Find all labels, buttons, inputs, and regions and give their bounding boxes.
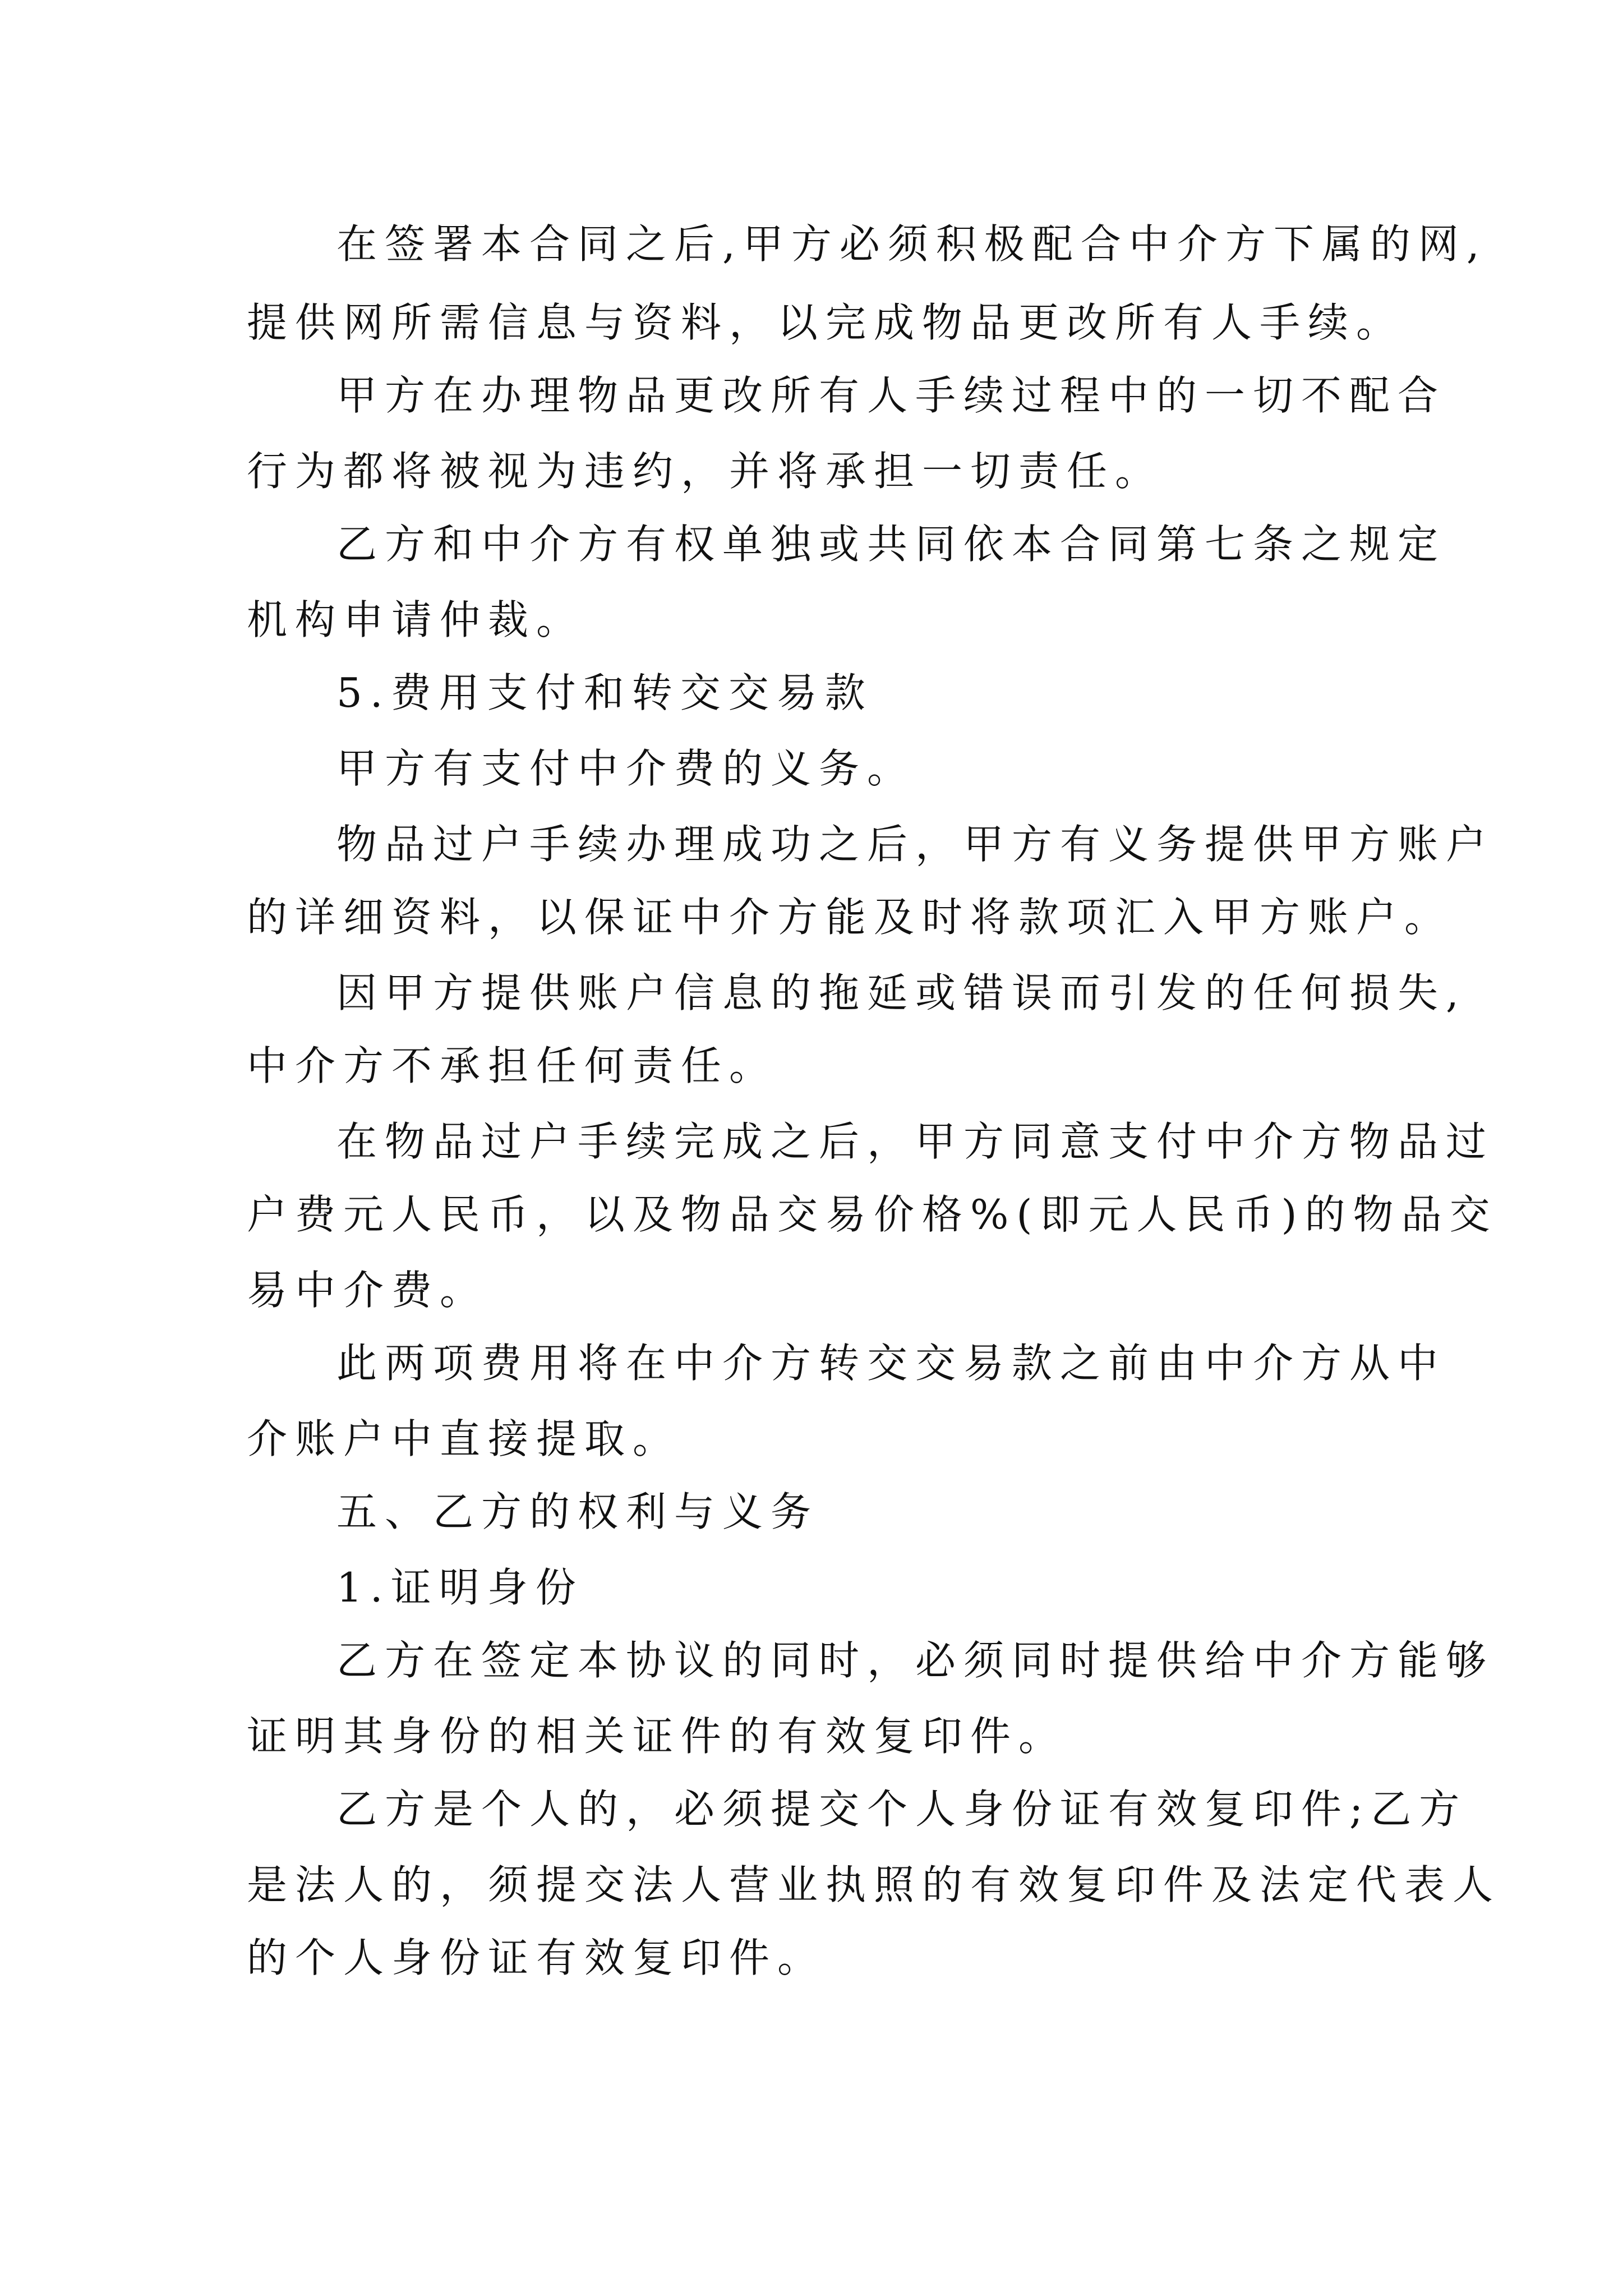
text-line: 因甲方提供账户信息的拖延或错误而引发的任何损失, — [336, 969, 1467, 1016]
text-line: 乙方是个人的，必须提交个人身份证有效复印件;乙方 — [336, 1786, 1468, 1833]
text-line: 户费元人民币，以及物品交易价格%(即元人民币)的物品交 — [247, 1191, 1498, 1238]
text-line: 的详细资料，以保证中介方能及时将款项汇入甲方账户。 — [247, 894, 1453, 941]
text-line: 易中介费。 — [247, 1267, 488, 1314]
text-line: 是法人的，须提交法人营业执照的有效复印件及法定代表人 — [247, 1861, 1501, 1908]
text-line: 行为都将被视为违约，并将承担一切责任。 — [247, 448, 1164, 495]
section-heading: 5.费用支付和转交交易款 — [336, 669, 873, 716]
text-line: 甲方有支付中介费的义务。 — [336, 745, 916, 792]
text-line: 此两项费用将在中介方转交交易款之前由中介方从中 — [336, 1340, 1446, 1387]
text-line: 提供网所需信息与资料，以完成物品更改所有人手续。 — [247, 299, 1405, 346]
text-line: 证明其身份的相关证件的有效复印件。 — [247, 1713, 1067, 1760]
text-line: 物品过户手续办理成功之后，甲方有义务提供甲方账户 — [336, 821, 1495, 868]
text-line: 在签署本合同之后,甲方必须积极配合中介方下属的网, — [336, 220, 1487, 268]
text-line: 的个人身份证有效复印件。 — [247, 1934, 826, 1981]
text-line: 介账户中直接提取。 — [247, 1415, 681, 1462]
text-line: 在物品过户手续完成之后，甲方同意支付中介方物品过 — [336, 1118, 1495, 1165]
section-heading: 五、乙方的权利与义务 — [336, 1488, 819, 1535]
text-line: 机构申请仲裁。 — [247, 596, 585, 643]
section-heading: 1.证明身份 — [336, 1564, 584, 1611]
text-line: 乙方在签定本协议的同时，必须同时提供给中介方能够 — [336, 1637, 1495, 1684]
text-line: 甲方在办理物品更改所有人手续过程中的一切不配合 — [336, 372, 1446, 419]
text-line: 中介方不承担任何责任。 — [247, 1042, 778, 1089]
text-line: 乙方和中介方有权单独或共同依本合同第七条之规定 — [336, 521, 1446, 568]
